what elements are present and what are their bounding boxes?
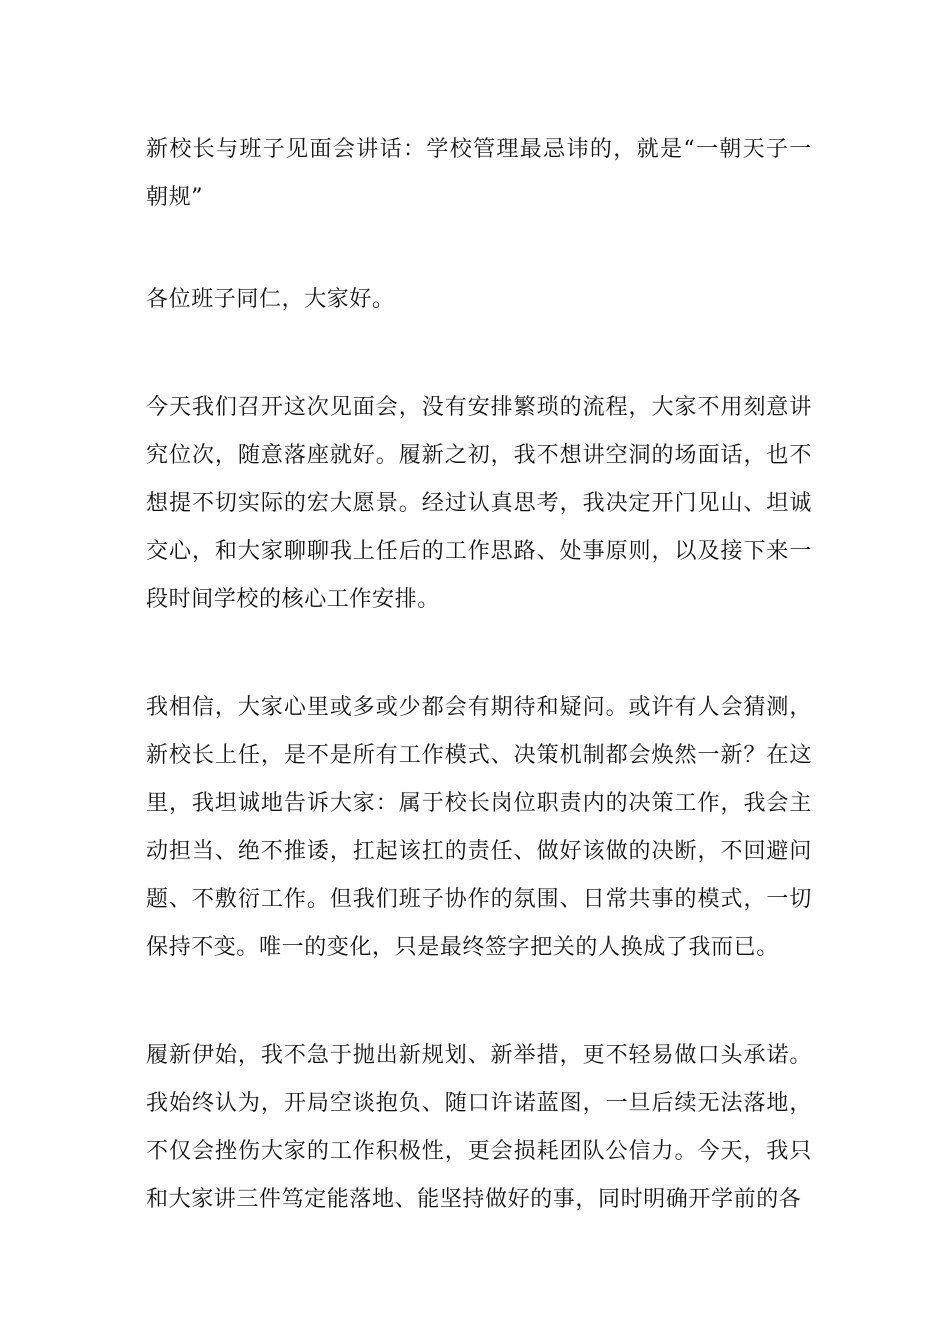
body-paragraph-1: 今天我们召开这次见面会，没有安排繁琐的流程，大家不用刻意讲究位次，随意落座就好。履新之初，我不想讲空洞的场面话，也不想提不切实际的宏大愿景。经过认真思考，我决定开门见山、坦诚交心，和大家聊聊我上任后的工作思路、处事原则，以及接下来一段时间学校的核心工作安排。	[146, 395, 812, 612]
document-title: 新校长与班子见面会讲话：学校管理最忌讳的，就是“一朝天子一朝规”	[146, 137, 812, 210]
body-paragraph-2: 我相信，大家心里或多或少都会有期待和疑问。或许有人会猜测，新校长上任，是不是所有工作模式、决策机制都会焕然一新？在这里，我坦诚地告诉大家：属于校长岗位职责内的决策工作，我会主动担当、绝不推诿，扛起该扛的责任、做好该做的决断，不回避问题、不敷衍工作。但我们班子协作的氛围、日常共事的模式，一切保持不变。唯一的变化，只是最终签字把关的人换成了我而已。	[146, 695, 812, 960]
greeting-paragraph: 各位班子同仁，大家好。	[146, 287, 395, 312]
document-page	[146, 126, 812, 1224]
body-paragraph-3: 履新伊始，我不急于抛出新规划、新举措，更不轻易做口头承诺。我始终认为，开局空谈抱负、随口许诺蓝图，一旦后续无法落地，不仅会挫伤大家的工作积极性，更会损耗团队公信力。今天，我只和大家讲三件笃定能落地、能坚持做好的事，同时明确开学前的各	[146, 1043, 812, 1212]
